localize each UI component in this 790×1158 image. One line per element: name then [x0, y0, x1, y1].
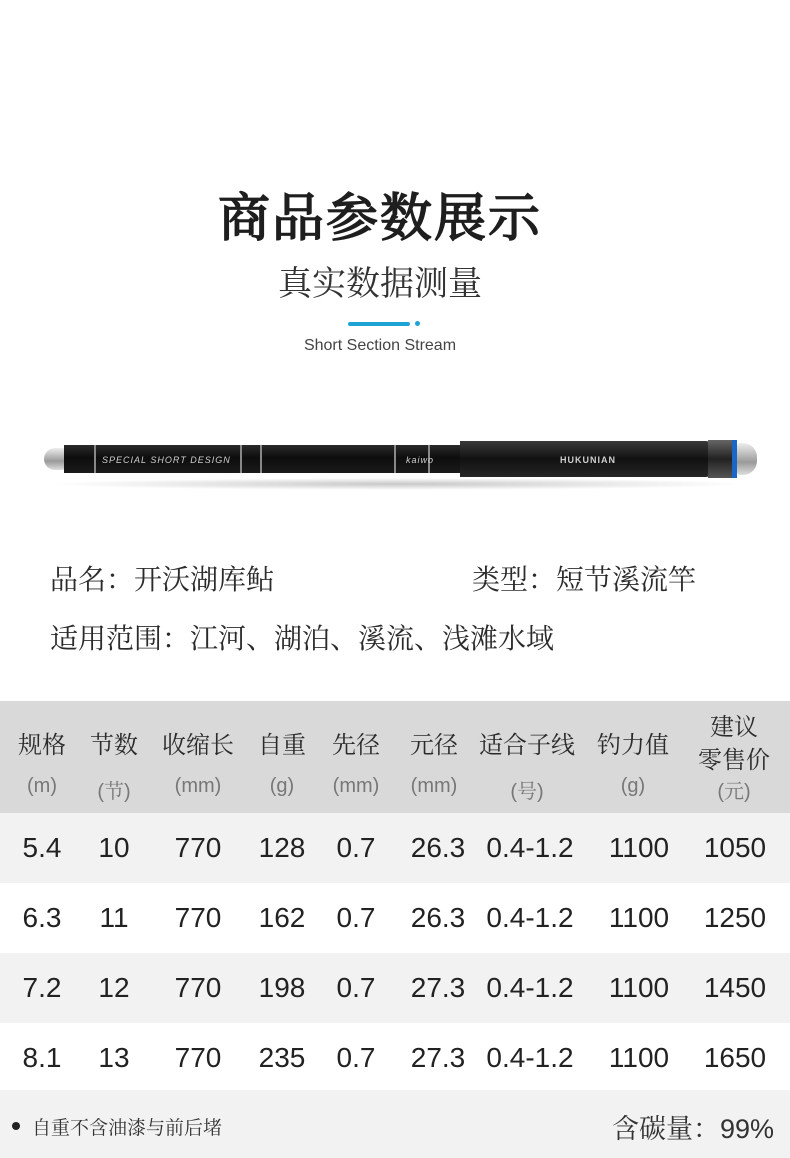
table-header: [0, 701, 790, 813]
column-unit: (m): [27, 775, 57, 797]
rod-band: [240, 445, 242, 473]
rod-print-brand: kaiwo: [406, 455, 435, 465]
table-cell: 1100: [608, 832, 670, 863]
column-name-line1: 建议: [710, 714, 758, 741]
rod-band: [260, 445, 262, 473]
table-cell: 770: [174, 902, 222, 933]
column-header: [472, 701, 582, 813]
rod-tip-cap: [44, 448, 66, 470]
rod-print-model: HUKUNIAN: [560, 455, 616, 465]
column-header: [588, 701, 678, 813]
fishing-rod-image: [40, 436, 760, 496]
column-unit: (mm): [332, 775, 380, 797]
rod-shadow: [48, 478, 748, 490]
column-header: [152, 701, 244, 813]
column-header: [320, 701, 392, 813]
column-name: 规格: [18, 732, 66, 759]
rod-ring: [708, 440, 734, 478]
table-cell: 162: [258, 902, 306, 933]
column-unit: (mm): [410, 775, 458, 797]
table-cell: 8.1: [22, 1042, 62, 1073]
table-cell: 0.7: [336, 1042, 376, 1073]
column-name-line2: 零售价: [698, 747, 770, 774]
rod-print-design: SPECIAL SHORT DESIGN: [102, 455, 231, 465]
page-title: 商品参数展示: [217, 190, 542, 248]
table-cell: 770: [174, 972, 222, 1003]
table-cell: 10: [98, 832, 130, 863]
column-name: 节数: [90, 732, 138, 759]
table-cell: 5.4: [22, 832, 62, 863]
application-scope: 适用范围：江河、湖泊、溪流、浅滩水域: [50, 623, 555, 654]
column-header: [396, 701, 472, 813]
table-cell: 12: [98, 972, 130, 1003]
table-row: [0, 1023, 790, 1093]
column-header: [80, 701, 148, 813]
table-cell: 0.7: [336, 832, 376, 863]
table-cell: 0.7: [336, 902, 376, 933]
column-unit: (号): [510, 781, 544, 803]
table-cell: 27.3: [410, 1042, 466, 1073]
table-cell: 26.3: [410, 902, 466, 933]
table-cell: 27.3: [410, 972, 466, 1003]
table-cell: 26.3: [410, 832, 466, 863]
table-cell: 13: [98, 1042, 130, 1073]
table-cell: 0.4-1.2: [486, 972, 574, 1003]
column-name: 适合子线: [479, 732, 575, 759]
carbon-content: 含碳量：99%: [611, 1114, 774, 1144]
bullet-icon: [12, 1122, 20, 1130]
table-cell: 198: [258, 972, 306, 1003]
column-name: 钓力值: [597, 732, 669, 759]
table-cell: 11: [99, 902, 129, 933]
table-cell: 1100: [608, 1042, 670, 1073]
table-cell: 6.3: [22, 902, 62, 933]
column-unit: (元): [717, 781, 751, 803]
column-unit: (g): [620, 775, 646, 797]
table-cell: 770: [174, 1042, 222, 1073]
column-name: 收缩长: [162, 732, 234, 759]
column-name: 先径: [332, 732, 380, 759]
table-cell: 0.4-1.2: [486, 1042, 574, 1073]
product-type: 类型：短节溪流竿: [472, 564, 697, 595]
accent-bar: [348, 322, 410, 326]
table-cell: 0.4-1.2: [486, 832, 574, 863]
column-unit: (g): [269, 775, 295, 797]
column-name: 自重: [258, 732, 306, 759]
table-cell: 1250: [703, 902, 767, 933]
table-row: [0, 813, 790, 883]
table-cell: 0.4-1.2: [486, 902, 574, 933]
table-cell: 1050: [703, 832, 767, 863]
english-caption: Short Section Stream: [303, 337, 457, 354]
weight-note: 自重不含油漆与前后堵: [32, 1118, 223, 1139]
table-cell: 7.2: [22, 972, 62, 1003]
table-cell: 1100: [608, 972, 670, 1003]
rod-band: [94, 445, 96, 473]
table-row: [0, 953, 790, 1023]
table-cell: 1650: [703, 1042, 767, 1073]
column-header: [684, 701, 784, 813]
table-cell: 0.7: [336, 972, 376, 1003]
column-unit: (节): [97, 781, 131, 803]
table-cell: 1450: [703, 972, 767, 1003]
accent-dot: [415, 321, 420, 326]
product-name: 品名：开沃湖库鲇: [50, 564, 275, 595]
table-cell: 1100: [608, 902, 670, 933]
table-cell: 770: [174, 832, 222, 863]
table-cell: 235: [258, 1042, 306, 1073]
table-cell: 128: [258, 832, 306, 863]
column-unit: (mm): [174, 775, 222, 797]
page-subtitle: 真实数据测量: [278, 265, 482, 303]
table-row: [0, 883, 790, 953]
rod-band: [394, 445, 396, 473]
column-header: [244, 701, 320, 813]
column-header: [4, 701, 80, 813]
column-name: 元径: [410, 732, 458, 759]
rod-end-cap: [737, 443, 757, 475]
